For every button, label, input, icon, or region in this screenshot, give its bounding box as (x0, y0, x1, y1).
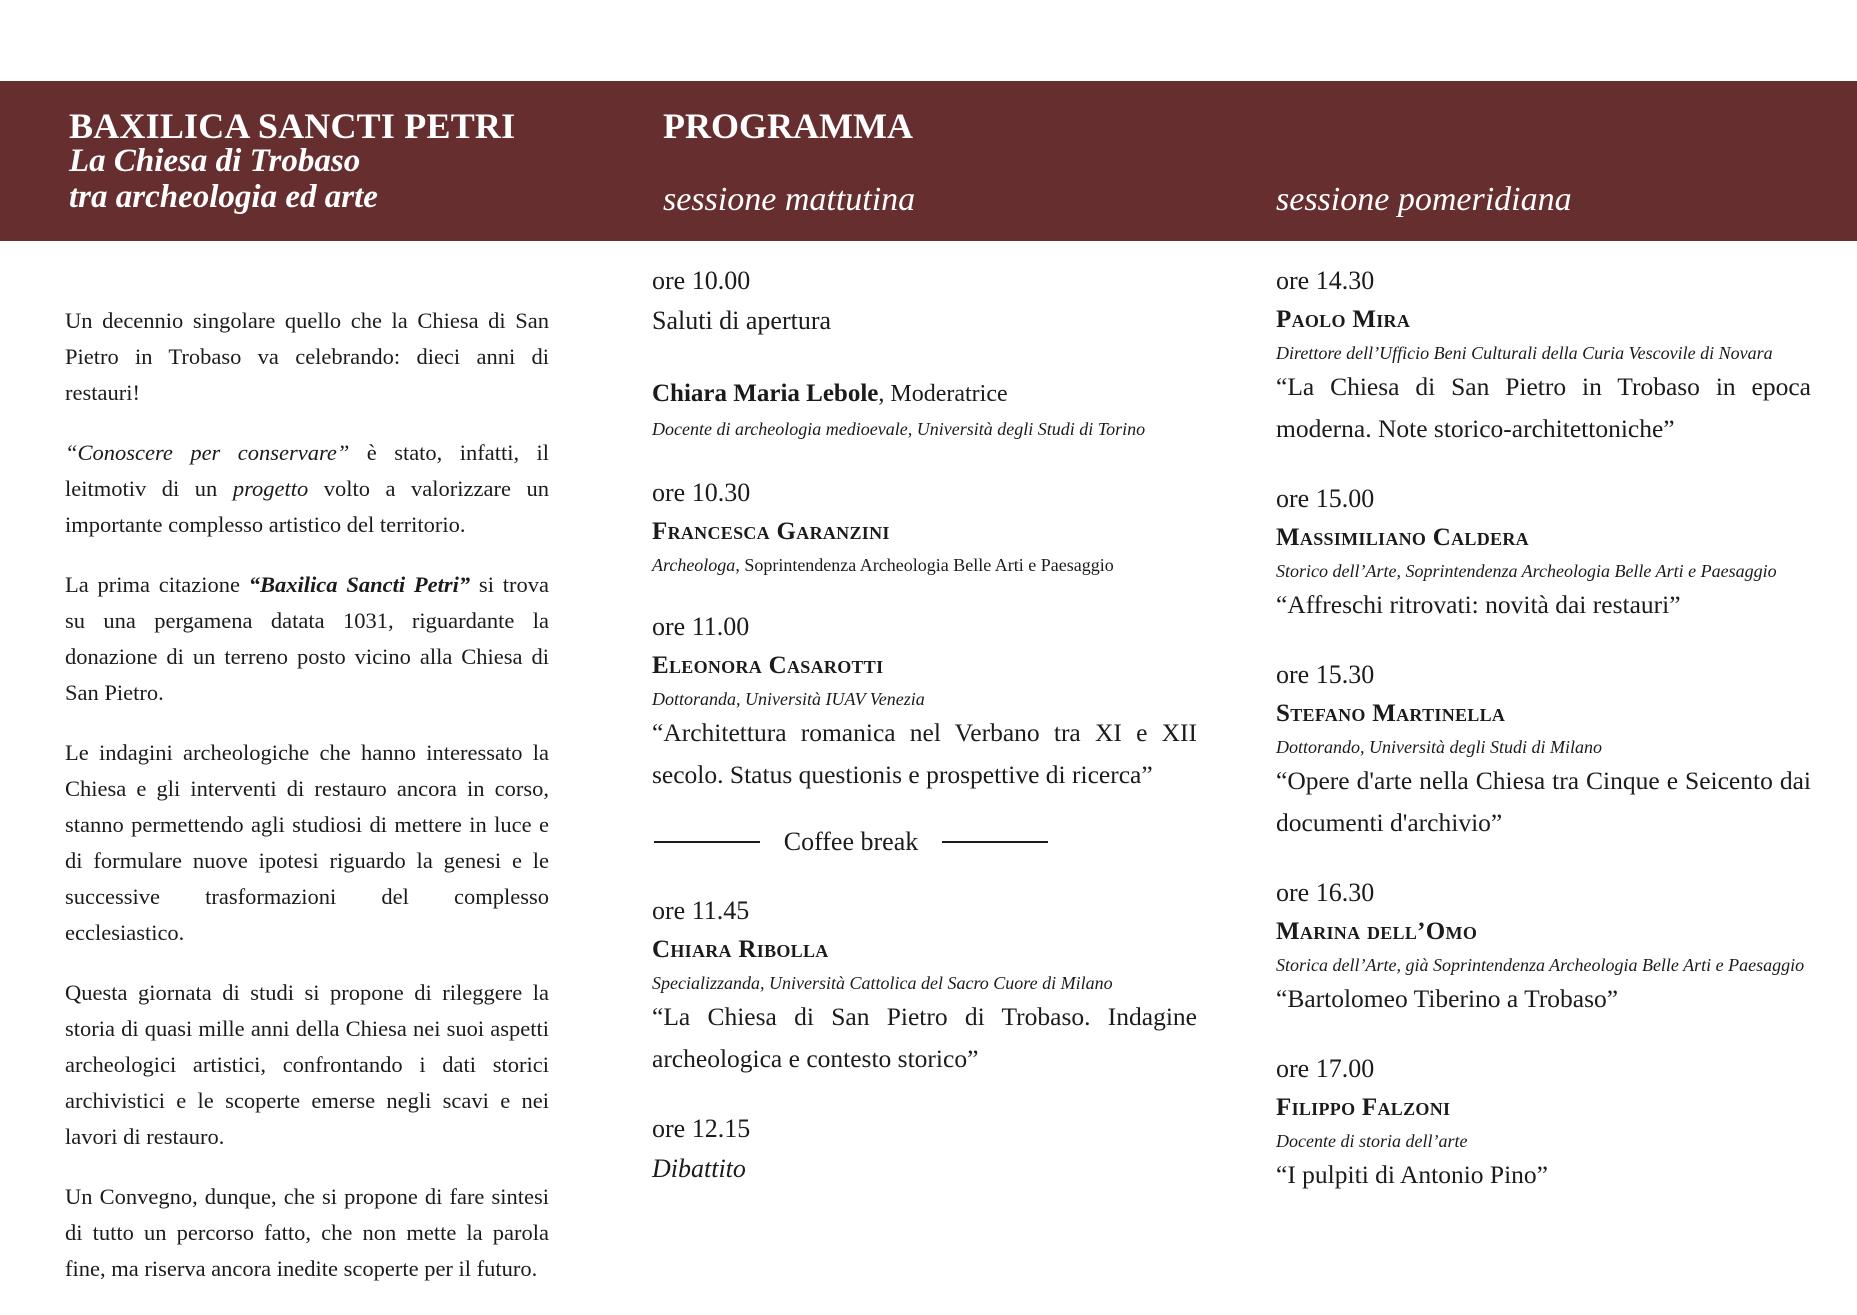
speaker-affiliation: Storica dell’Arte, già Soprintendenza Archeologia Belle Arti e Paesaggio (1276, 955, 1805, 975)
talk-title: “Architettura romanica nel Verbano tra XI e XII secolo. Status questionis e prospettive di ricerca” (652, 718, 1197, 789)
quote: “Conoscere per conservare” (65, 440, 350, 465)
speaker-affiliation: Archeologa, Soprintendenza Archeologia Belle Arti e Paesaggio (652, 555, 1114, 575)
talk-title: “Opere d'arte nella Chiesa tra Cinque e Seicento dai documenti d'archivio” (1276, 766, 1811, 837)
talk-title: “I pulpiti di Antonio Pino” (1276, 1160, 1548, 1189)
schedule-slot (652, 608, 1197, 796)
moderator-name: Chiara Maria Lebole (652, 380, 879, 407)
slot-time: ore 17.00 (1276, 1054, 1375, 1083)
coffee-break (636, 820, 1066, 864)
afternoon-session-heading: sessione pomeridiana (1276, 181, 1572, 218)
divider (654, 841, 760, 843)
intro-text (65, 303, 549, 1311)
slot-title: Saluti di apertura (652, 306, 832, 335)
slot-title: Dibattito (652, 1154, 746, 1183)
speaker-affiliation: Docente di archeologia medioevale, Università degli Studi di Torino (652, 419, 1146, 439)
speaker-name: Massimiliano Caldera (1276, 524, 1529, 551)
slot-time: ore 10.00 (652, 266, 751, 295)
talk-title: “La Chiesa di San Pietro in Trobaso in epoca moderna. Note storico-architettoniche” (1276, 372, 1811, 443)
emphasis: progetto (232, 476, 309, 501)
slot-time: ore 10.30 (652, 478, 751, 507)
intro-paragraph: Le indagini archeologiche che hanno interessato la Chiesa e gli interventi di restauro ancora in corso, stanno permettendo agli studiosi di mettere in luce e di formulare nuove ipotesi riguardo la genesi e le successive trasformazioni del complesso ecclesiastico. (65, 740, 549, 945)
intro-paragraph: Un decennio singolare quello che la Chiesa di San Pietro in Trobaso va celebrando: dieci anni di restauri! (65, 308, 549, 405)
speaker-affiliation: Dottoranda, Università IUAV Venezia (652, 689, 925, 709)
intro-paragraph: Un Convegno, dunque, che si propone di fare sintesi di tutto un percorso fatto, che non mette la parola fine, ma riserva ancora inedite scoperte per il futuro. (65, 1184, 549, 1281)
speaker-affiliation: Specializzanda, Università Cattolica del Sacro Cuore di Milano (652, 973, 1113, 993)
morning-session (652, 262, 1197, 1214)
schedule-slot (652, 474, 1197, 578)
header-banner (0, 81, 1857, 241)
speaker-affiliation: Dottorando, Università degli Studi di Milano (1276, 737, 1602, 757)
slot-time: ore 15.00 (1276, 484, 1375, 513)
speaker-name: Paolo Mira (1276, 306, 1411, 333)
slot-time: ore 14.30 (1276, 266, 1375, 295)
divider (942, 841, 1048, 843)
speaker-affiliation: Docente di storia dell’arte (1276, 1131, 1468, 1151)
slot-time: ore 12.15 (652, 1114, 751, 1143)
schedule-slot (1276, 262, 1811, 450)
speaker-name: Francesca Garanzini (652, 518, 890, 545)
coffee-break-label: Coffee break (783, 827, 919, 856)
schedule-slot (1276, 874, 1811, 1020)
slot-time: ore 15.30 (1276, 660, 1375, 689)
speaker-name: Marina dell’Omo (1276, 918, 1478, 945)
speaker-name: Stefano Martinella (1276, 700, 1506, 727)
slot-time: ore 11.00 (652, 612, 750, 641)
speaker-affiliation: Storico dell’Arte, Soprintendenza Archeologia Belle Arti e Paesaggio (1276, 561, 1777, 581)
event-subtitle-line1: La Chiesa di Trobaso (69, 143, 361, 179)
speaker-name: Eleonora Casarotti (652, 652, 884, 679)
schedule-slot (652, 892, 1197, 1080)
morning-session-heading: sessione mattutina (663, 181, 916, 218)
moderator-role: , Moderatrice (878, 381, 1008, 407)
schedule-slot (1276, 656, 1811, 844)
quote: “Baxilica Sancti Petri” (248, 572, 471, 597)
talk-title: “Affreschi ritrovati: novità dai restauri” (1276, 590, 1681, 619)
programme-heading: PROGRAMMA (663, 106, 913, 146)
moderator (652, 372, 1197, 442)
talk-title: “Bartolomeo Tiberino a Trobaso” (1276, 984, 1619, 1013)
schedule-slot (652, 1110, 1197, 1190)
intro-paragraph: La prima citazione “Baxilica Sancti Petri” si trova su una pergamena datata 1031, riguardante la donazione di un terreno posto vicino alla Chiesa di San Pietro. (65, 572, 549, 705)
speaker-name: Chiara Ribolla (652, 936, 829, 963)
speaker-name: Filippo Falzoni (1276, 1094, 1451, 1121)
intro-paragraph: “Conoscere per conservare” è stato, infatti, il leitmotiv di un progetto volto a valorizzare un importante complesso artistico del territorio. (65, 440, 549, 537)
talk-title: “La Chiesa di San Pietro di Trobaso. Indagine archeologica e contesto storico” (652, 1002, 1197, 1073)
schedule-slot (1276, 480, 1811, 626)
event-title: BAXILICA SANCTI PETRI (69, 106, 516, 146)
schedule-slot (652, 262, 1197, 342)
speaker-affiliation: Direttore dell’Ufficio Beni Culturali della Curia Vescovile di Novara (1276, 343, 1773, 363)
intro-paragraph: Questa giornata di studi si propone di rileggere la storia di quasi mille anni della Chiesa nei suoi aspetti archeologici artistici, confrontando i dati storici archivistici e le scoperte emerse negli scavi e nei lavori di restauro. (65, 980, 549, 1149)
afternoon-session (1276, 262, 1811, 1220)
slot-time: ore 11.45 (652, 896, 750, 925)
event-subtitle-line2: tra archeologia ed arte (69, 179, 378, 215)
schedule-slot (1276, 1050, 1811, 1196)
slot-time: ore 16.30 (1276, 878, 1375, 907)
